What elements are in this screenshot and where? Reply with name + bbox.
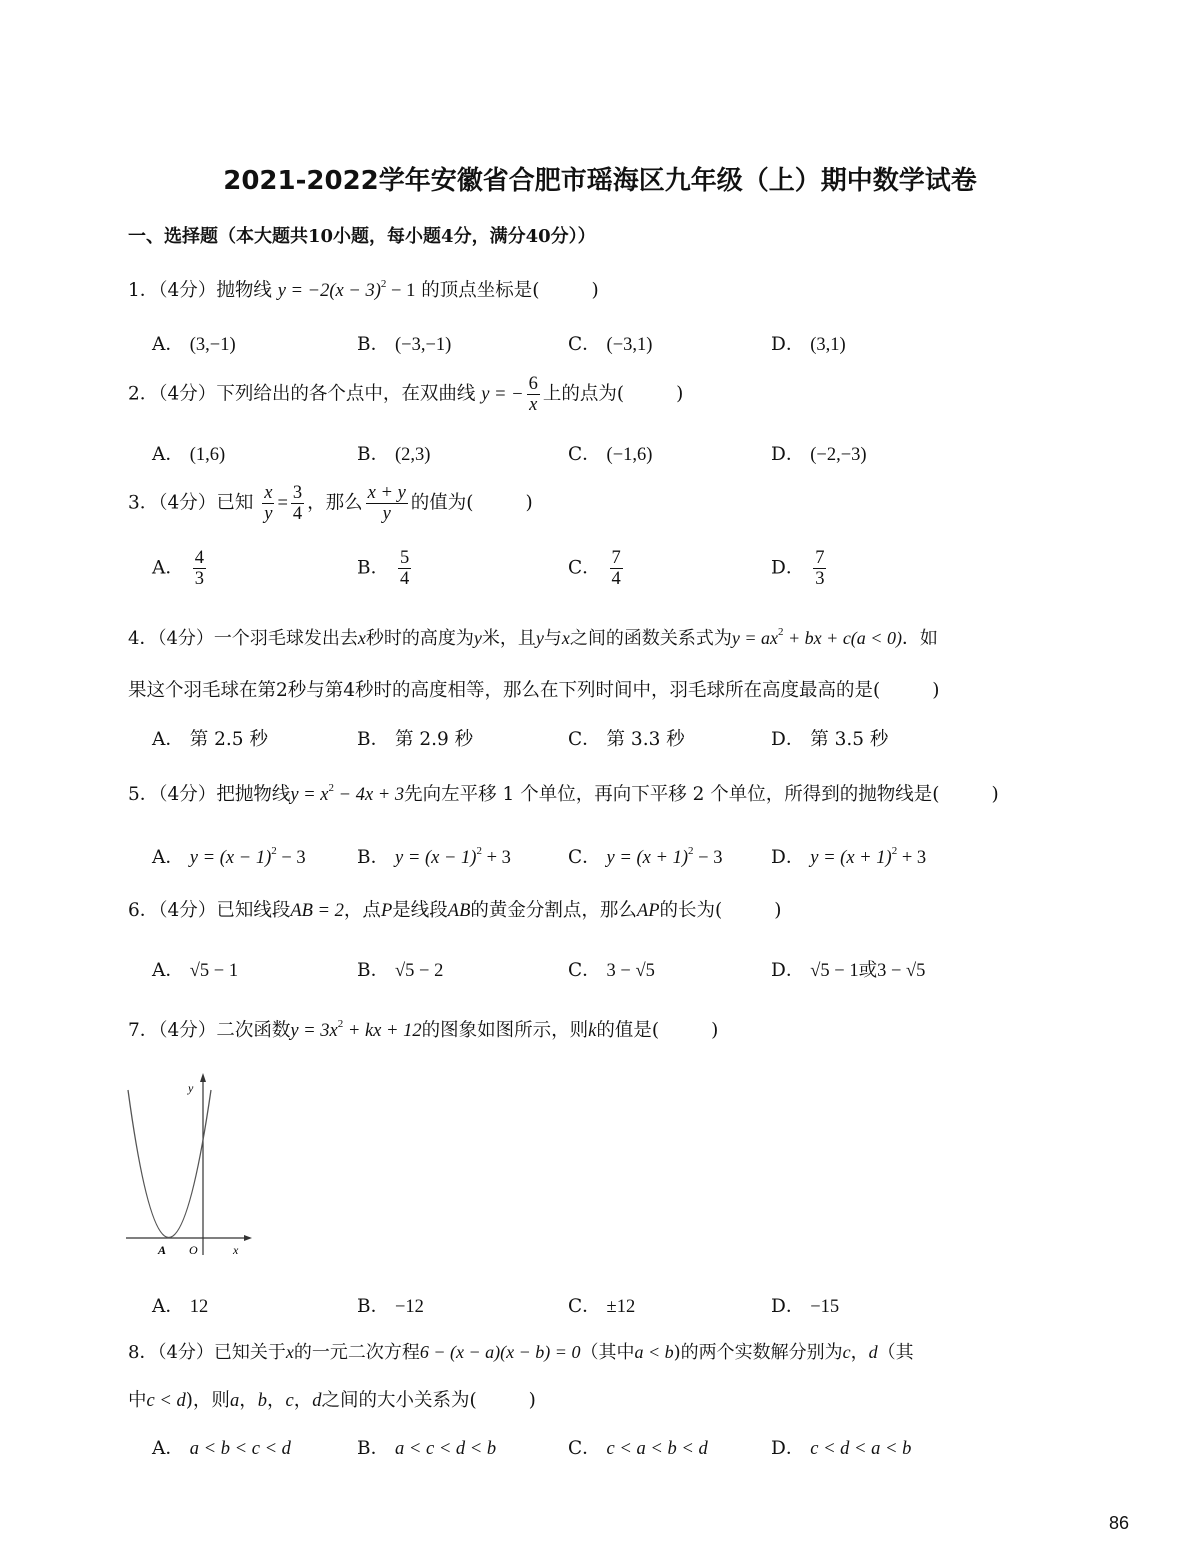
q8-option-c: C． c < a < b < d — [568, 1438, 708, 1459]
q8-option-d: D． c < d < a < b — [771, 1438, 912, 1459]
q1-option-c: C． (−3,1) — [568, 334, 653, 355]
question-8-line1: 8．（4分）已知关于x的一元二次方程6 − (x − a)(x − b) = 0（其中a < b)的两个实数解分别为c，d（其 — [128, 1342, 914, 1363]
x-axis — [126, 1235, 252, 1241]
question-2: 2．（4分）下列给出的各个点中，在双曲线 y = − $\frac{6}{x}$ 上的点为( ) — [128, 374, 684, 415]
question-6: 6．（4分）已知线段AB = 2，点P是线段AB的黄金分割点，那么AP的长为( ) — [128, 900, 782, 921]
q5-option-a: A． $y = (x - 1)^2 - 3$ — [152, 845, 306, 868]
q8-option-a: A． a < b < c < d — [152, 1438, 291, 1459]
q2-option-c: C． (−1,6) — [568, 444, 653, 465]
q5-option-b: B． $y = (x - 1)^2 + 3$ — [357, 845, 511, 868]
q3-option-a: A． $\frac{4}{3}$ — [152, 548, 205, 589]
q6-option-a: A． √5 − 1 — [152, 960, 239, 981]
x-axis-label: x — [233, 1243, 239, 1257]
page-title: 2021-2022学年安徽省合肥市瑶海区九年级（上）期中数学试卷 — [223, 166, 977, 196]
question-4-line2: 果这个羽毛球在第2秒与第4秒时的高度相等，那么在下列时间中，羽毛球所在高度最高的是( ) — [128, 680, 940, 701]
parabola-curve — [128, 1090, 211, 1238]
q2-option-d: D． (−2,−3) — [771, 444, 867, 465]
q1-option-b: B． (−3,−1) — [357, 334, 452, 355]
question-4-line1: 4．（4分）一个羽毛球发出去x秒时的高度为y米，且y与x之间的函数关系式为$y = ax^2$ + bx + c(a < 0)．如 — [128, 626, 938, 649]
y-axis — [200, 1073, 206, 1255]
q7-option-b: B． −12 — [357, 1296, 424, 1317]
q7-option-a: A． 12 — [152, 1296, 209, 1317]
q4-option-c: C． 第 3.3 秒 — [568, 729, 685, 750]
q6-option-c: C． 3 − √5 — [568, 960, 655, 981]
question-7: 7．（4分）二次函数$y = 3x^2$ + kx + 12的图象如图所示，则k的值是( ) — [128, 1018, 719, 1041]
origin-label: O — [189, 1243, 198, 1257]
q6-option-b: B． √5 − 2 — [357, 960, 444, 981]
q5-option-d: D． $y = (x + 1)^2 + 3$ — [771, 845, 927, 868]
point-a-label: A — [158, 1243, 167, 1257]
q4-option-b: B． 第 2.9 秒 — [357, 729, 474, 750]
q7-option-d: D． −15 — [771, 1296, 840, 1317]
q5-option-c: C． $y = (x + 1)^2 - 3$ — [568, 845, 723, 868]
q6-option-d: D． √5 − 1或3 − √5 — [771, 960, 926, 981]
parabola-figure — [120, 1070, 260, 1260]
q4-option-d: D． 第 3.5 秒 — [771, 729, 889, 750]
q3-option-c: C． $\frac{7}{4}$ — [568, 548, 621, 589]
question-1: 1．（4分）抛物线 $y = -2(x - 3)^2 - 1$ 的顶点坐标是( ) — [128, 278, 599, 301]
section-heading: 一、选择题（本大题共10小题，每小题4分，满分40分）） — [128, 226, 596, 247]
q8-option-b: B． a < c < d < b — [357, 1438, 497, 1459]
q3-option-d: D． $\frac{7}{3}$ — [771, 548, 825, 589]
q2-option-b: B． (2,3) — [357, 444, 431, 465]
page-number: 86 — [1109, 1513, 1130, 1533]
q1-option-d: D． (3,1) — [771, 334, 846, 355]
q4-option-a: A． 第 2.5 秒 — [152, 729, 268, 750]
q1-option-a: A． (3,−1) — [152, 334, 236, 355]
question-8-line2: 中c < d)，则a，b，c，d之间的大小关系为( ) — [128, 1390, 536, 1411]
y-axis-label: y — [188, 1081, 194, 1095]
question-3: 3．（4分）已知 $\frac{x}{y}$ = $\frac{3}{4}$ ，那么 $\frac{x + y}{y}$ 的值为( ) — [128, 483, 533, 524]
q7-option-c: C． ±12 — [568, 1296, 636, 1317]
q2-option-a: A． (1,6) — [152, 444, 226, 465]
q3-option-b: B． $\frac{5}{4}$ — [357, 548, 410, 589]
question-5: 5．（4分）把抛物线$y = x^2 - 4x + 3$先向左平移 1 个单位，再向下平移 2 个单位，所得到的抛物线是( ) — [128, 782, 999, 805]
